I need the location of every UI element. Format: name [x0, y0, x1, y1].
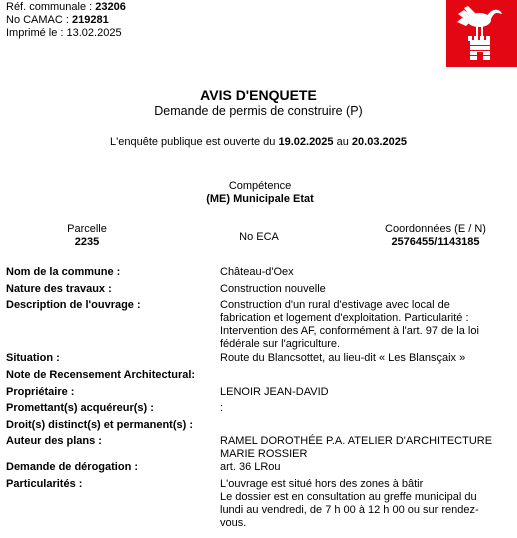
period-middle: au [336, 136, 349, 148]
competence-label: Compétence [228, 180, 292, 192]
page-subtitle: Demande de permis de construire (P) [154, 104, 363, 118]
description-line: Intervention des AF, conformément à l'art. 97 de la loi [220, 325, 479, 337]
reference-block [6, 1, 126, 40]
description-label: Description de l'ouvrage : [6, 299, 141, 311]
ref-communale [6, 1, 126, 14]
coordinates-value: 2576455/1143185 [391, 236, 480, 248]
auteur-line: MARIE ROSSIER [220, 448, 308, 460]
recensement-label: Note de Recensement Architectural: [6, 369, 196, 381]
travaux-label: Nature des travaux : [6, 283, 112, 295]
period-end: 20.03.2025 [351, 136, 407, 148]
coordinates-label: Coordonnées (E / N) [385, 223, 486, 235]
particularites-line: Le dossier est en consultation au greffe municipal du [220, 491, 477, 503]
particularites-line: lundi au vendredi, de 7 h 00 à 12 h 00 ou sur rendez- [220, 504, 479, 516]
promettant-value: : [220, 402, 224, 414]
competence-value: (ME) Municipale Etat [206, 193, 314, 205]
coordinates-block [368, 223, 503, 249]
particularites-label: Particularités : [6, 478, 83, 490]
parcelle-label: Parcelle [67, 223, 107, 235]
proprietaire-label: Propriétaire : [6, 386, 75, 398]
period-prefix: L'enquête publique est ouverte du [110, 136, 276, 148]
ref-communale-label: Réf. communale : [6, 1, 93, 13]
commune-value: Château-d'Oex [220, 266, 294, 278]
coat-of-arms-logo [446, 0, 517, 67]
description-value [220, 299, 510, 351]
camac-value: 219281 [72, 14, 109, 26]
page-title: AVIS D'ENQUETE [200, 87, 317, 103]
particularites-value [220, 478, 510, 530]
parcelle-block [37, 223, 137, 249]
situation-value: Route du Blancsottet, au lieu-dit « Les Blansçaix » [220, 352, 466, 364]
camac-number [6, 14, 126, 27]
auteur-label: Auteur des plans : [6, 435, 102, 447]
print-date: Imprimé le : 13.02.2025 [6, 27, 122, 39]
particularites-line: L'ouvrage est situé hors des zones à bâtir [220, 478, 424, 490]
inquiry-period [0, 136, 517, 149]
eca-number: No ECA [239, 231, 279, 243]
parcelle-value: 2235 [74, 236, 100, 248]
description-line: Construction d'un rural d'estivage avec local de [220, 299, 450, 311]
auteur-value [220, 435, 510, 461]
camac-label: No CAMAC : [6, 14, 69, 26]
auteur-line: RAMEL DOROTHÉE P.A. ATELIER D'ARCHITECTURE [220, 435, 493, 447]
description-line: fabrication et logement d'exploitation. Particularité : [220, 312, 469, 324]
description-line: fédérale sur l'agriculture. [220, 338, 341, 350]
situation-label: Situation : [6, 352, 60, 364]
derogation-label: Demande de dérogation : [6, 461, 139, 473]
period-start: 19.02.2025 [278, 136, 334, 148]
ref-communale-value: 23206 [95, 1, 126, 13]
derogation-value: art. 36 LRou [220, 461, 281, 473]
competence-block [160, 180, 360, 206]
particularites-line: vous. [220, 517, 247, 529]
commune-label: Nom de la commune : [6, 266, 121, 278]
travaux-value: Construction nouvelle [220, 283, 326, 295]
proprietaire-value: LENOIR JEAN-DAVID [220, 386, 329, 398]
promettant-label: Promettant(s) acquéreur(s) : [6, 402, 154, 414]
droits-label: Droit(s) distinct(s) et permanent(s) : [6, 419, 194, 431]
